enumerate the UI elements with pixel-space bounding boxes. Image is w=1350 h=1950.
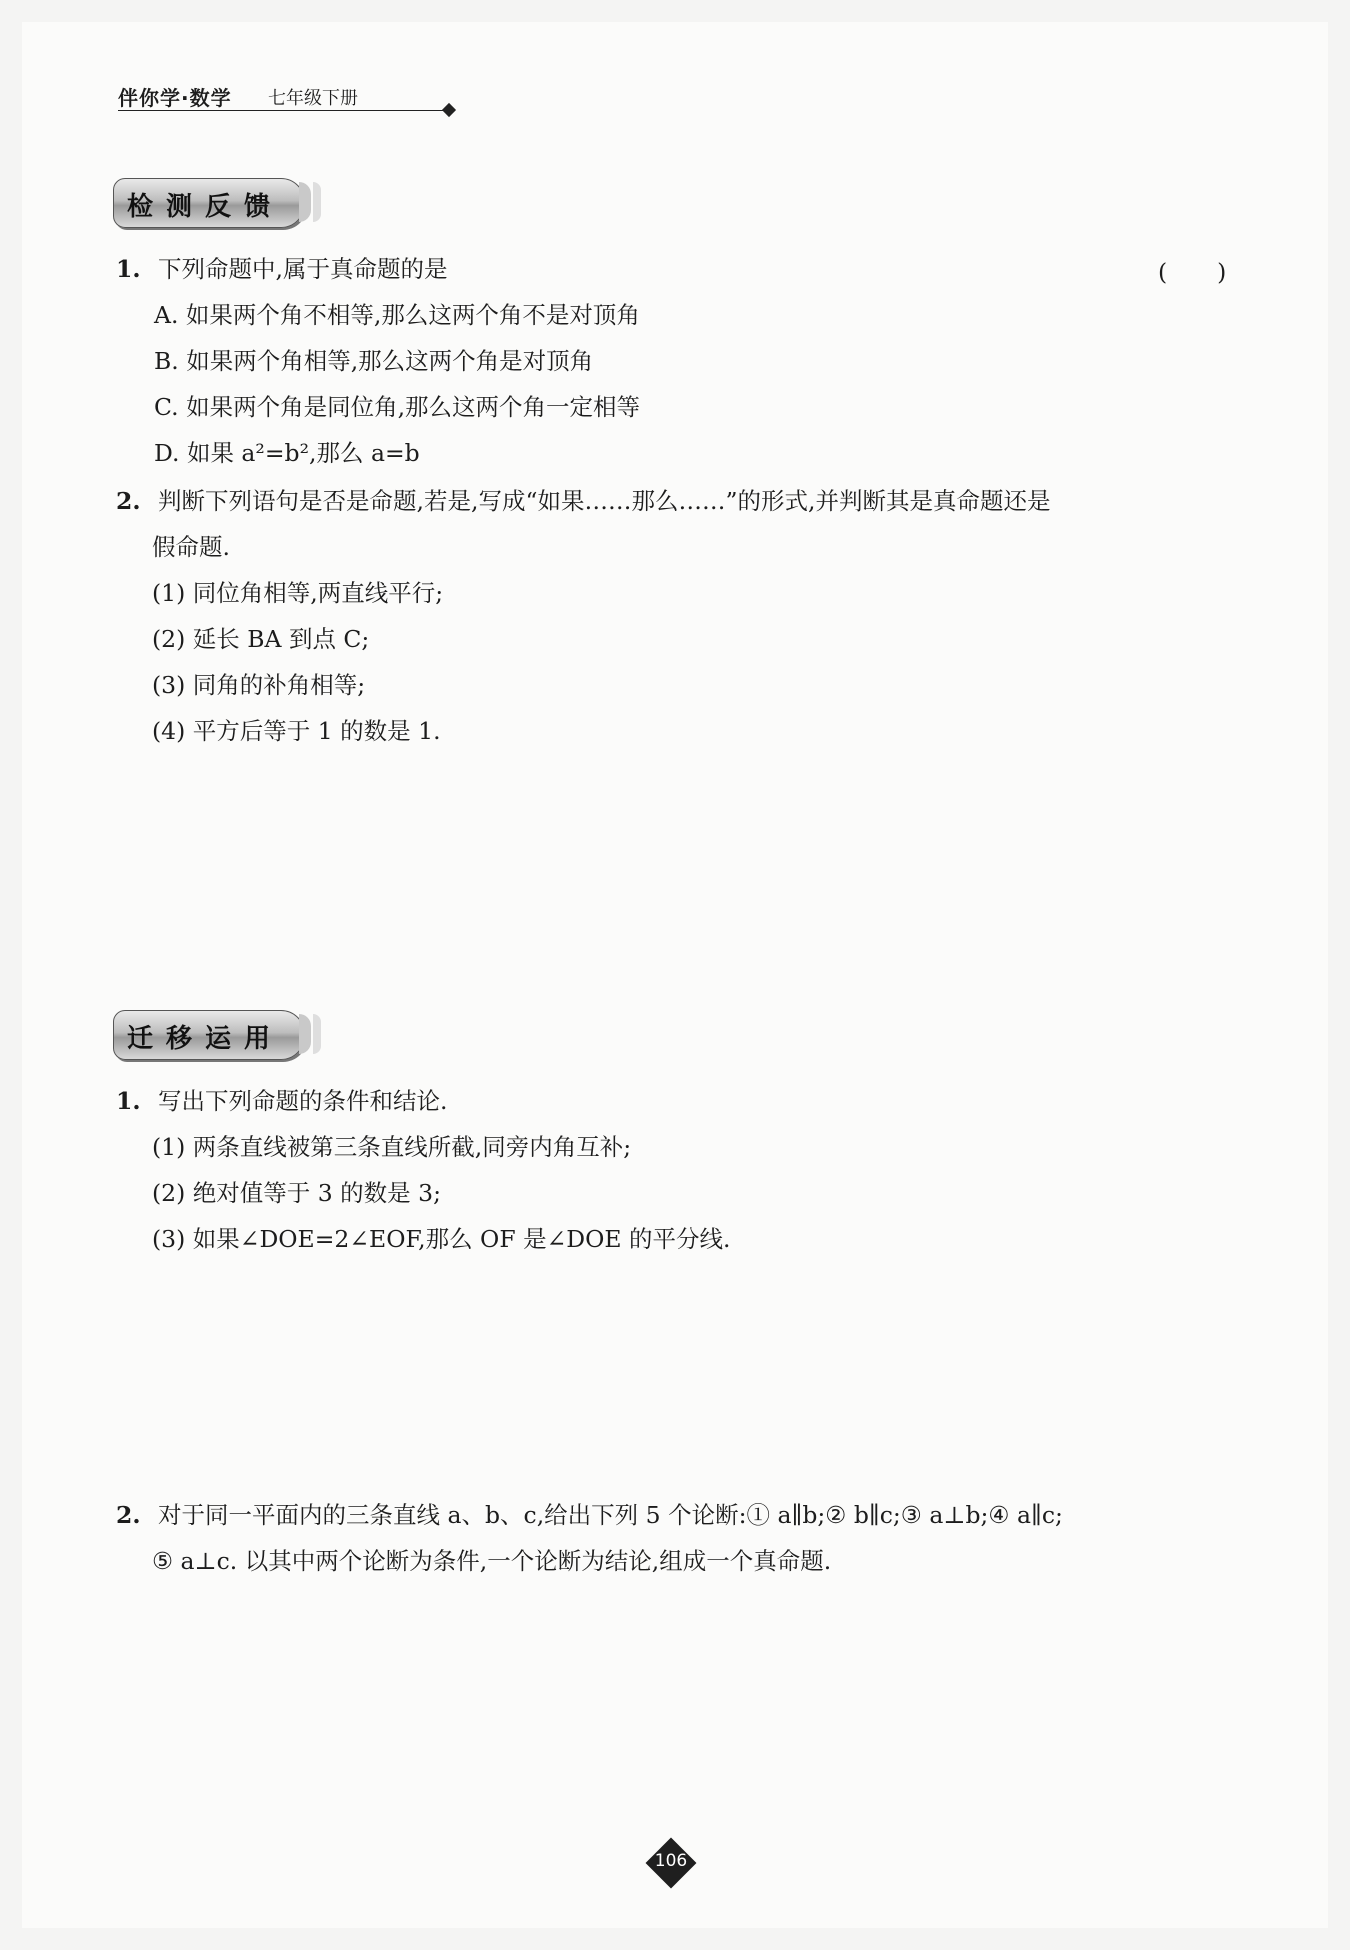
question-number: 2. (116, 1501, 141, 1529)
section-badge-application (113, 1010, 325, 1060)
list-item: (2) 延长 BA 到点 C; (152, 625, 370, 653)
option-b: B. 如果两个角相等,那么这两个角是对顶角 (154, 347, 594, 375)
running-header (118, 82, 458, 118)
list-item: (2) 绝对值等于 3 的数是 3; (152, 1179, 441, 1207)
question-stem: 下列命题中,属于真命题的是 (158, 255, 448, 283)
option-c: C. 如果两个角是同位角,那么这两个角一定相等 (154, 393, 641, 421)
question-stem: 判断下列语句是否是命题,若是,写成“如果……那么……”的形式,并判断其是真命题还是 (158, 487, 1051, 515)
question-stem-continued: 假命题. (152, 533, 230, 561)
list-item: (3) 如果∠DOE=2∠EOF,那么 OF 是∠DOE 的平分线. (152, 1225, 731, 1253)
question-2 (116, 1501, 1063, 1529)
question-stem: 写出下列命题的条件和结论. (158, 1087, 448, 1115)
list-item: (1) 两条直线被第三条直线所截,同旁内角互补; (152, 1133, 632, 1161)
question-1 (116, 1087, 448, 1115)
header-rule (118, 110, 448, 111)
section-title: 检测反馈 (127, 192, 284, 222)
diamond-icon (442, 103, 456, 117)
section-title: 迁移运用 (127, 1024, 284, 1054)
answer-blank: ( ) (1158, 258, 1227, 286)
option-a: A. 如果两个角不相等,那么这两个角不是对顶角 (154, 301, 640, 329)
list-item: (4) 平方后等于 1 的数是 1. (152, 717, 441, 745)
page-number: 106 (654, 1851, 688, 1871)
question-stem: 对于同一平面内的三条直线 a、b、c,给出下列 5 个论断:① a∥b;② b∥c;③ a⊥b;④ a∥c; (158, 1501, 1063, 1529)
question-number: 1. (116, 255, 141, 283)
grade-label: 七年级下册 (268, 88, 358, 109)
list-item: (1) 同位角相等,两直线平行; (152, 579, 444, 607)
question-2 (116, 487, 1050, 515)
list-item: (3) 同角的补角相等; (152, 671, 366, 699)
option-d: D. 如果 a²=b²,那么 a=b (154, 439, 420, 467)
book-title: 伴你学·数学 (118, 86, 232, 110)
question-number: 1. (116, 1087, 141, 1115)
question-number: 2. (116, 487, 141, 515)
question-1 (116, 255, 448, 283)
section-badge-feedback (113, 178, 325, 228)
page-number-badge (646, 1838, 696, 1888)
question-stem-continued: ⑤ a⊥c. 以其中两个论断为条件,一个论断为结论,组成一个真命题. (152, 1547, 832, 1575)
